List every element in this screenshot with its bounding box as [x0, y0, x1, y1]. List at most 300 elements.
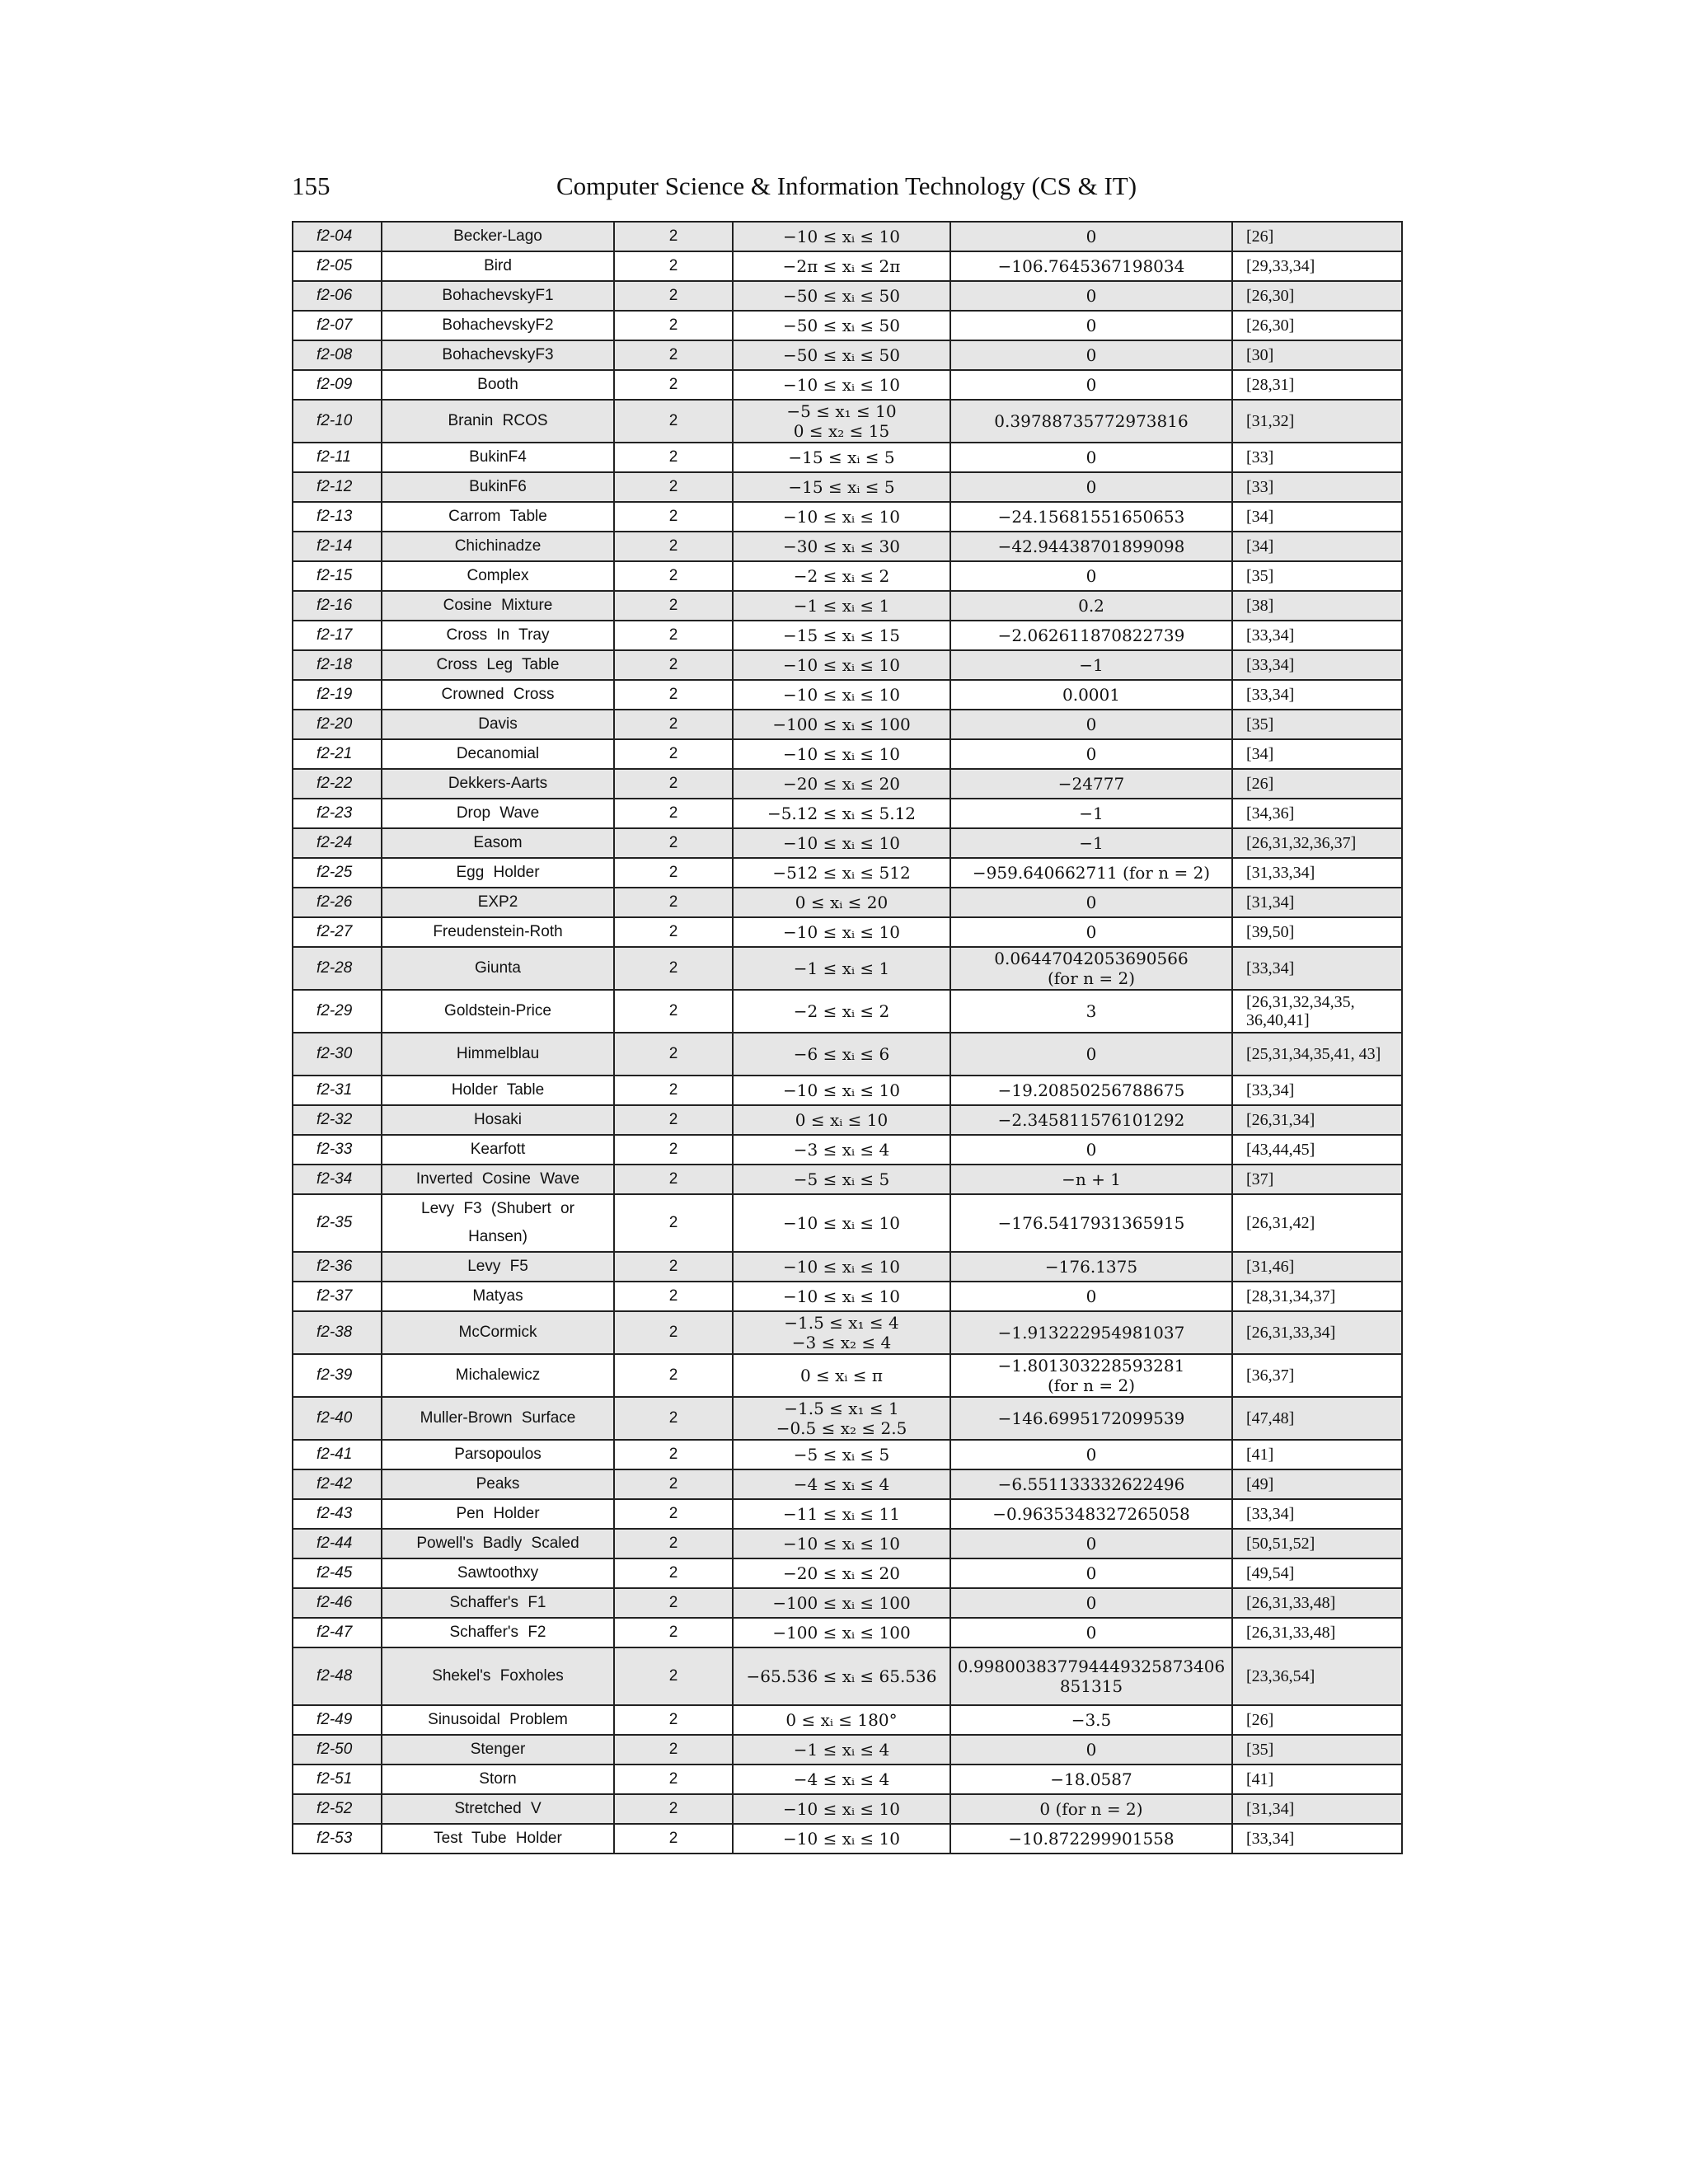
global-minimum-cell: 0 [950, 1282, 1232, 1311]
global-minimum-cell: −2.345811576101292 [950, 1105, 1232, 1135]
search-range-cell: −10 ≤ xᵢ ≤ 10 [733, 828, 950, 858]
search-range-cell: −3 ≤ xᵢ ≤ 4 [733, 1135, 950, 1165]
global-minimum-cell: 3 [950, 990, 1232, 1033]
search-range-cell: −15 ≤ xᵢ ≤ 5 [733, 443, 950, 472]
function-id-cell: f2-18 [293, 650, 382, 680]
global-minimum-cell: −6.551133332622496 [950, 1469, 1232, 1499]
search-range-cell: −10 ≤ xᵢ ≤ 10 [733, 1282, 950, 1311]
table-row [293, 990, 1402, 1033]
table-row [293, 472, 1402, 502]
reference-cell: [26,31,33,48] [1232, 1588, 1402, 1618]
global-minimum-cell: −2.062611870822739 [950, 621, 1232, 650]
search-range-cell: −1.5 ≤ x₁ ≤ 4 −3 ≤ x₂ ≤ 4 [733, 1311, 950, 1354]
function-id-cell: f2-28 [293, 947, 382, 990]
global-minimum-cell: −1 [950, 828, 1232, 858]
dimension-cell: 2 [614, 251, 733, 281]
reference-cell: [26,31,32,34,35, 36,40,41] [1232, 990, 1402, 1033]
table-row [293, 251, 1402, 281]
search-range-cell: −10 ≤ xᵢ ≤ 10 [733, 1794, 950, 1824]
function-id-cell: f2-11 [293, 443, 382, 472]
function-name-cell: Inverted Cosine Wave [382, 1165, 614, 1194]
reference-cell: [26,31,32,36,37] [1232, 828, 1402, 858]
reference-cell: [34] [1232, 502, 1402, 532]
function-id-cell: f2-09 [293, 370, 382, 400]
search-range-cell: −20 ≤ xᵢ ≤ 20 [733, 769, 950, 799]
reference-cell: [35] [1232, 1735, 1402, 1765]
function-name-cell: BohachevskyF1 [382, 281, 614, 311]
function-name-cell: Schaffer's F1 [382, 1588, 614, 1618]
global-minimum-cell: 0 (for n = 2) [950, 1794, 1232, 1824]
function-id-cell: f2-32 [293, 1105, 382, 1135]
table-row [293, 917, 1402, 947]
dimension-cell: 2 [614, 710, 733, 739]
function-name-cell: Booth [382, 370, 614, 400]
search-range-cell: −65.536 ≤ xᵢ ≤ 65.536 [733, 1647, 950, 1705]
search-range-cell: −10 ≤ xᵢ ≤ 10 [733, 739, 950, 769]
reference-cell: [33,34] [1232, 947, 1402, 990]
table-body [293, 222, 1402, 1854]
table-row [293, 1440, 1402, 1469]
reference-cell: [25,31,34,35,41, 43] [1232, 1033, 1402, 1076]
function-name-cell: Bird [382, 251, 614, 281]
search-range-cell: −100 ≤ xᵢ ≤ 100 [733, 1588, 950, 1618]
dimension-cell: 2 [614, 650, 733, 680]
function-id-cell: f2-05 [293, 251, 382, 281]
reference-cell: [28,31,34,37] [1232, 1282, 1402, 1311]
table-row [293, 1033, 1402, 1076]
reference-cell: [26] [1232, 222, 1402, 251]
global-minimum-cell: 0 [950, 888, 1232, 917]
reference-cell: [37] [1232, 1165, 1402, 1194]
dimension-cell: 2 [614, 799, 733, 828]
function-id-cell: f2-12 [293, 472, 382, 502]
search-range-cell: 0 ≤ xᵢ ≤ π [733, 1354, 950, 1397]
table-row [293, 1647, 1402, 1705]
dimension-cell: 2 [614, 502, 733, 532]
function-name-cell: Cross In Tray [382, 621, 614, 650]
function-name-cell: BohachevskyF3 [382, 340, 614, 370]
function-id-cell: f2-41 [293, 1440, 382, 1469]
page-header [292, 171, 1401, 211]
page-number: 155 [292, 171, 331, 200]
function-name-cell: Powell's Badly Scaled [382, 1529, 614, 1558]
function-name-cell: Dekkers-Aarts [382, 769, 614, 799]
table-row [293, 1469, 1402, 1499]
table-row [293, 1135, 1402, 1165]
global-minimum-cell: −146.6995172099539 [950, 1397, 1232, 1440]
search-range-cell: −10 ≤ xᵢ ≤ 10 [733, 502, 950, 532]
reference-cell: [31,34] [1232, 1794, 1402, 1824]
function-name-cell: Stretched V [382, 1794, 614, 1824]
search-range-cell: −2π ≤ xᵢ ≤ 2π [733, 251, 950, 281]
reference-cell: [26,30] [1232, 281, 1402, 311]
function-id-cell: f2-24 [293, 828, 382, 858]
table-row [293, 828, 1402, 858]
function-id-cell: f2-50 [293, 1735, 382, 1765]
dimension-cell: 2 [614, 1354, 733, 1397]
search-range-cell: −1 ≤ xᵢ ≤ 1 [733, 591, 950, 621]
function-id-cell: f2-51 [293, 1765, 382, 1794]
function-name-cell: Levy F5 [382, 1252, 614, 1282]
function-name-cell: Decanomial [382, 739, 614, 769]
table-row [293, 621, 1402, 650]
function-name-cell: Parsopoulos [382, 1440, 614, 1469]
function-id-cell: f2-25 [293, 858, 382, 888]
search-range-cell: −11 ≤ xᵢ ≤ 11 [733, 1499, 950, 1529]
global-minimum-cell: 0 [950, 739, 1232, 769]
function-name-cell: Kearfott [382, 1135, 614, 1165]
table-row [293, 1165, 1402, 1194]
function-name-cell: BohachevskyF2 [382, 311, 614, 340]
function-id-cell: f2-29 [293, 990, 382, 1033]
function-name-cell: Shekel's Foxholes [382, 1647, 614, 1705]
function-name-cell: Levy F3 (Shubert or Hansen) [382, 1194, 614, 1252]
global-minimum-cell: 0.06447042053690566 (for n = 2) [950, 947, 1232, 990]
dimension-cell: 2 [614, 1794, 733, 1824]
global-minimum-cell: −18.0587 [950, 1765, 1232, 1794]
dimension-cell: 2 [614, 1252, 733, 1282]
table-row [293, 680, 1402, 710]
reference-cell: [33,34] [1232, 1499, 1402, 1529]
table-row [293, 1252, 1402, 1282]
global-minimum-cell: −1.801303228593281 (for n = 2) [950, 1354, 1232, 1397]
function-name-cell: Becker-Lago [382, 222, 614, 251]
search-range-cell: −4 ≤ xᵢ ≤ 4 [733, 1765, 950, 1794]
function-name-cell: Easom [382, 828, 614, 858]
function-name-cell: Freudenstein-Roth [382, 917, 614, 947]
global-minimum-cell: 0 [950, 1529, 1232, 1558]
global-minimum-cell: −1 [950, 650, 1232, 680]
dimension-cell: 2 [614, 1469, 733, 1499]
function-name-cell: Matyas [382, 1282, 614, 1311]
dimension-cell: 2 [614, 1765, 733, 1794]
function-id-cell: f2-21 [293, 739, 382, 769]
search-range-cell: −30 ≤ xᵢ ≤ 30 [733, 532, 950, 561]
table-row [293, 1194, 1402, 1252]
table-row [293, 1529, 1402, 1558]
reference-cell: [31,34] [1232, 888, 1402, 917]
function-name-cell: Cosine Mixture [382, 591, 614, 621]
reference-cell: [38] [1232, 591, 1402, 621]
dimension-cell: 2 [614, 1588, 733, 1618]
search-range-cell: −50 ≤ xᵢ ≤ 50 [733, 311, 950, 340]
dimension-cell: 2 [614, 561, 733, 591]
function-name-cell: Egg Holder [382, 858, 614, 888]
dimension-cell: 2 [614, 680, 733, 710]
search-range-cell: −50 ≤ xᵢ ≤ 50 [733, 340, 950, 370]
global-minimum-cell: 0.2 [950, 591, 1232, 621]
function-id-cell: f2-27 [293, 917, 382, 947]
table-row [293, 1705, 1402, 1735]
search-range-cell: −100 ≤ xᵢ ≤ 100 [733, 710, 950, 739]
search-range-cell: −15 ≤ xᵢ ≤ 5 [733, 472, 950, 502]
dimension-cell: 2 [614, 1440, 733, 1469]
function-name-cell: Stenger [382, 1735, 614, 1765]
function-id-cell: f2-30 [293, 1033, 382, 1076]
dimension-cell: 2 [614, 1135, 733, 1165]
dimension-cell: 2 [614, 1529, 733, 1558]
reference-cell: [23,36,54] [1232, 1647, 1402, 1705]
global-minimum-cell: 0 [950, 1440, 1232, 1469]
global-minimum-cell: 0 [950, 1558, 1232, 1588]
dimension-cell: 2 [614, 340, 733, 370]
dimension-cell: 2 [614, 1105, 733, 1135]
global-minimum-cell: 0 [950, 917, 1232, 947]
global-minimum-cell: 0 [950, 710, 1232, 739]
search-range-cell: −10 ≤ xᵢ ≤ 10 [733, 222, 950, 251]
table-row [293, 532, 1402, 561]
function-name-cell: Pen Holder [382, 1499, 614, 1529]
function-name-cell: Cross Leg Table [382, 650, 614, 680]
global-minimum-cell: −0.9635348327265058 [950, 1499, 1232, 1529]
reference-cell: [26] [1232, 769, 1402, 799]
table-row [293, 1824, 1402, 1854]
reference-cell: [35] [1232, 561, 1402, 591]
function-id-cell: f2-44 [293, 1529, 382, 1558]
dimension-cell: 2 [614, 947, 733, 990]
global-minimum-cell: 0 [950, 1735, 1232, 1765]
function-id-cell: f2-34 [293, 1165, 382, 1194]
dimension-cell: 2 [614, 1033, 733, 1076]
function-id-cell: f2-36 [293, 1252, 382, 1282]
dimension-cell: 2 [614, 370, 733, 400]
global-minimum-cell: −n + 1 [950, 1165, 1232, 1194]
function-id-cell: f2-22 [293, 769, 382, 799]
function-name-cell: Test Tube Holder [382, 1824, 614, 1854]
reference-cell: [28,31] [1232, 370, 1402, 400]
function-id-cell: f2-19 [293, 680, 382, 710]
reference-cell: [33,34] [1232, 621, 1402, 650]
function-id-cell: f2-33 [293, 1135, 382, 1165]
search-range-cell: −10 ≤ xᵢ ≤ 10 [733, 1252, 950, 1282]
table-row [293, 769, 1402, 799]
dimension-cell: 2 [614, 888, 733, 917]
function-name-cell: Crowned Cross [382, 680, 614, 710]
table-row [293, 591, 1402, 621]
table-row [293, 888, 1402, 917]
dimension-cell: 2 [614, 1311, 733, 1354]
global-minimum-cell: 0.998003837794449325873406 851315 [950, 1647, 1232, 1705]
search-range-cell: −10 ≤ xᵢ ≤ 10 [733, 650, 950, 680]
function-id-cell: f2-52 [293, 1794, 382, 1824]
global-minimum-cell: 0 [950, 311, 1232, 340]
reference-cell: [43,44,45] [1232, 1135, 1402, 1165]
table-row [293, 1282, 1402, 1311]
dimension-cell: 2 [614, 1705, 733, 1735]
table-row [293, 1618, 1402, 1647]
reference-cell: [34] [1232, 739, 1402, 769]
search-range-cell: −100 ≤ xᵢ ≤ 100 [733, 1618, 950, 1647]
search-range-cell: −10 ≤ xᵢ ≤ 10 [733, 917, 950, 947]
reference-cell: [41] [1232, 1765, 1402, 1794]
table-row [293, 281, 1402, 311]
search-range-cell: −10 ≤ xᵢ ≤ 10 [733, 680, 950, 710]
function-id-cell: f2-26 [293, 888, 382, 917]
function-name-cell: EXP2 [382, 888, 614, 917]
global-minimum-cell: 0 [950, 1588, 1232, 1618]
function-name-cell: Sawtoothxy [382, 1558, 614, 1588]
global-minimum-cell: −24.15681551650653 [950, 502, 1232, 532]
dimension-cell: 2 [614, 1194, 733, 1252]
table-row [293, 400, 1402, 443]
dimension-cell: 2 [614, 222, 733, 251]
global-minimum-cell: −959.640662711 (for n = 2) [950, 858, 1232, 888]
function-id-cell: f2-10 [293, 400, 382, 443]
table-row [293, 340, 1402, 370]
function-name-cell: Hosaki [382, 1105, 614, 1135]
function-id-cell: f2-23 [293, 799, 382, 828]
global-minimum-cell: 0 [950, 281, 1232, 311]
dimension-cell: 2 [614, 281, 733, 311]
search-range-cell: −50 ≤ xᵢ ≤ 50 [733, 281, 950, 311]
table-row [293, 947, 1402, 990]
global-minimum-cell: −106.7645367198034 [950, 251, 1232, 281]
reference-cell: [34,36] [1232, 799, 1402, 828]
search-range-cell: −10 ≤ xᵢ ≤ 10 [733, 370, 950, 400]
function-name-cell: Drop Wave [382, 799, 614, 828]
table-row [293, 561, 1402, 591]
function-name-cell: Muller-Brown Surface [382, 1397, 614, 1440]
table-row [293, 1354, 1402, 1397]
table-row [293, 443, 1402, 472]
function-name-cell: Goldstein-Price [382, 990, 614, 1033]
dimension-cell: 2 [614, 858, 733, 888]
dimension-cell: 2 [614, 311, 733, 340]
reference-cell: [41] [1232, 1440, 1402, 1469]
function-name-cell: Chichinadze [382, 532, 614, 561]
search-range-cell: −512 ≤ xᵢ ≤ 512 [733, 858, 950, 888]
function-id-cell: f2-48 [293, 1647, 382, 1705]
search-range-cell: −20 ≤ xᵢ ≤ 20 [733, 1558, 950, 1588]
table-row [293, 222, 1402, 251]
dimension-cell: 2 [614, 1282, 733, 1311]
global-minimum-cell: 0 [950, 443, 1232, 472]
table-row [293, 1765, 1402, 1794]
dimension-cell: 2 [614, 1165, 733, 1194]
reference-cell: [33,34] [1232, 1824, 1402, 1854]
function-id-cell: f2-13 [293, 502, 382, 532]
dimension-cell: 2 [614, 1397, 733, 1440]
function-name-cell: Branin RCOS [382, 400, 614, 443]
function-id-cell: f2-17 [293, 621, 382, 650]
reference-cell: [29,33,34] [1232, 251, 1402, 281]
search-range-cell: −1.5 ≤ x₁ ≤ 1 −0.5 ≤ x₂ ≤ 2.5 [733, 1397, 950, 1440]
reference-cell: [47,48] [1232, 1397, 1402, 1440]
search-range-cell: −10 ≤ xᵢ ≤ 10 [733, 1529, 950, 1558]
reference-cell: [33] [1232, 472, 1402, 502]
dimension-cell: 2 [614, 1735, 733, 1765]
dimension-cell: 2 [614, 917, 733, 947]
search-range-cell: −4 ≤ xᵢ ≤ 4 [733, 1469, 950, 1499]
dimension-cell: 2 [614, 828, 733, 858]
reference-cell: [49] [1232, 1469, 1402, 1499]
table-row [293, 1558, 1402, 1588]
search-range-cell: −10 ≤ xᵢ ≤ 10 [733, 1194, 950, 1252]
dimension-cell: 2 [614, 990, 733, 1033]
function-id-cell: f2-42 [293, 1469, 382, 1499]
dimension-cell: 2 [614, 1618, 733, 1647]
function-name-cell: Schaffer's F2 [382, 1618, 614, 1647]
dimension-cell: 2 [614, 621, 733, 650]
function-name-cell: BukinF6 [382, 472, 614, 502]
global-minimum-cell: −42.94438701899098 [950, 532, 1232, 561]
table-row [293, 370, 1402, 400]
dimension-cell: 2 [614, 769, 733, 799]
function-id-cell: f2-16 [293, 591, 382, 621]
function-name-cell: Holder Table [382, 1076, 614, 1105]
reference-cell: [39,50] [1232, 917, 1402, 947]
function-name-cell: Himmelblau [382, 1033, 614, 1076]
function-id-cell: f2-46 [293, 1588, 382, 1618]
search-range-cell: −10 ≤ xᵢ ≤ 10 [733, 1824, 950, 1854]
global-minimum-cell: −1.913222954981037 [950, 1311, 1232, 1354]
global-minimum-cell: 0.0001 [950, 680, 1232, 710]
reference-cell: [30] [1232, 340, 1402, 370]
global-minimum-cell: −176.1375 [950, 1252, 1232, 1282]
function-id-cell: f2-40 [293, 1397, 382, 1440]
search-range-cell: −1 ≤ xᵢ ≤ 1 [733, 947, 950, 990]
function-id-cell: f2-04 [293, 222, 382, 251]
function-id-cell: f2-49 [293, 1705, 382, 1735]
function-name-cell: Giunta [382, 947, 614, 990]
reference-cell: [34] [1232, 532, 1402, 561]
dimension-cell: 2 [614, 443, 733, 472]
search-range-cell: −5 ≤ x₁ ≤ 10 0 ≤ x₂ ≤ 15 [733, 400, 950, 443]
reference-cell: [26,31,34] [1232, 1105, 1402, 1135]
function-id-cell: f2-53 [293, 1824, 382, 1854]
reference-cell: [49,54] [1232, 1558, 1402, 1588]
function-id-cell: f2-37 [293, 1282, 382, 1311]
table-row [293, 502, 1402, 532]
global-minimum-cell: 0 [950, 1033, 1232, 1076]
function-name-cell: Peaks [382, 1469, 614, 1499]
table-row [293, 799, 1402, 828]
reference-cell: [26,31,42] [1232, 1194, 1402, 1252]
global-minimum-cell: −3.5 [950, 1705, 1232, 1735]
table-row [293, 1397, 1402, 1440]
table-row [293, 650, 1402, 680]
function-name-cell: McCormick [382, 1311, 614, 1354]
function-name-cell: Complex [382, 561, 614, 591]
table-row [293, 710, 1402, 739]
function-id-cell: f2-06 [293, 281, 382, 311]
search-range-cell: −5.12 ≤ xᵢ ≤ 5.12 [733, 799, 950, 828]
global-minimum-cell: −19.20850256788675 [950, 1076, 1232, 1105]
function-id-cell: f2-43 [293, 1499, 382, 1529]
global-minimum-cell: 0 [950, 561, 1232, 591]
dimension-cell: 2 [614, 1824, 733, 1854]
global-minimum-cell: 0 [950, 222, 1232, 251]
global-minimum-cell: 0 [950, 340, 1232, 370]
table-row [293, 311, 1402, 340]
function-id-cell: f2-47 [293, 1618, 382, 1647]
search-range-cell: −15 ≤ xᵢ ≤ 15 [733, 621, 950, 650]
table-row [293, 1735, 1402, 1765]
reference-cell: [33,34] [1232, 650, 1402, 680]
search-range-cell: 0 ≤ xᵢ ≤ 20 [733, 888, 950, 917]
dimension-cell: 2 [614, 400, 733, 443]
function-name-cell: Michalewicz [382, 1354, 614, 1397]
global-minimum-cell: 0 [950, 370, 1232, 400]
function-id-cell: f2-07 [293, 311, 382, 340]
global-minimum-cell: 0 [950, 472, 1232, 502]
dimension-cell: 2 [614, 739, 733, 769]
reference-cell: [26] [1232, 1705, 1402, 1735]
reference-cell: [50,51,52] [1232, 1529, 1402, 1558]
table-row [293, 1311, 1402, 1354]
global-minimum-cell: 0 [950, 1618, 1232, 1647]
global-minimum-cell: −10.872299901558 [950, 1824, 1232, 1854]
